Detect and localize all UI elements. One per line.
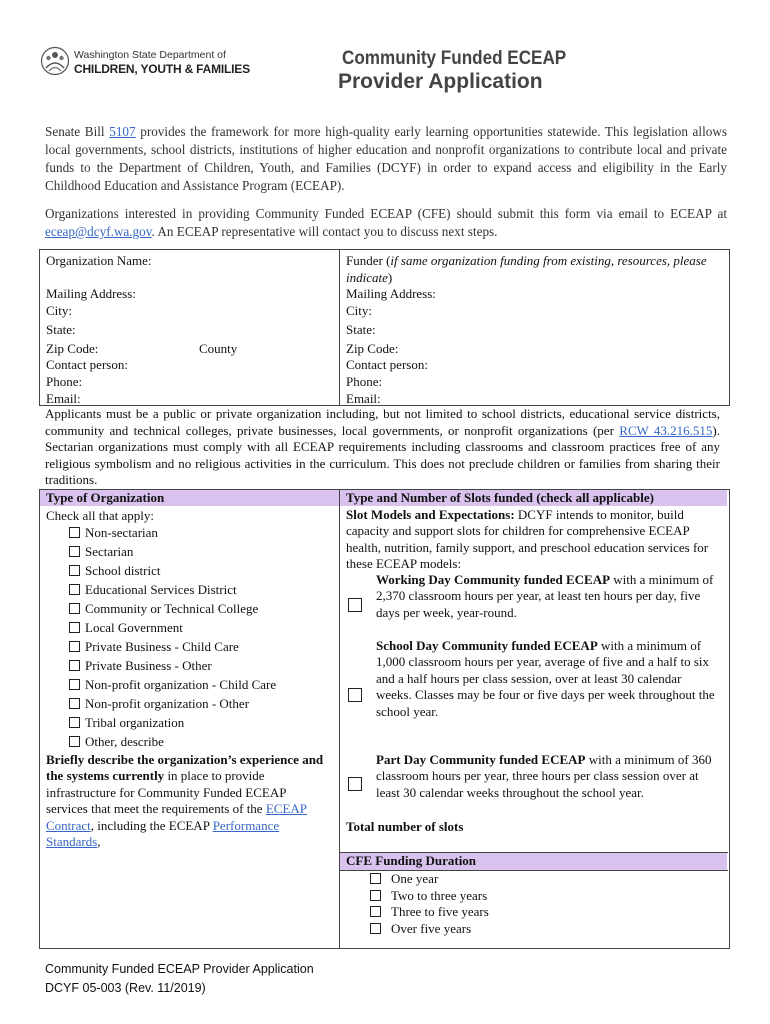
org-county-label: County [199, 341, 238, 356]
checkbox-icon[interactable] [69, 679, 80, 690]
org-email-label: Email: [46, 391, 81, 406]
footer-form-number: DCYF 05-003 (Rev. 11/2019) [45, 981, 206, 995]
checkbox-icon[interactable] [69, 698, 80, 709]
slot-model-part-day: Part Day Community funded ECEAP with a minimum of 360 classroom hours per year, three hours per class session over at least 30 calendar weeks throughout the school year. [376, 752, 712, 800]
checkbox-icon[interactable] [69, 603, 80, 614]
org-type-option-label: Non-sectarian [85, 525, 158, 540]
page-title-line1: Community Funded ECEAP [342, 48, 567, 69]
checkbox-icon[interactable] [69, 565, 80, 576]
org-type-option-label: Other, describe [85, 734, 164, 749]
org-mailing-label: Mailing Address: [46, 286, 136, 301]
checkbox-icon[interactable] [69, 622, 80, 633]
duration-option[interactable] [370, 888, 487, 904]
org-type-option[interactable] [69, 582, 237, 598]
describe-experience-prompt: Briefly describe the organization’s experience and the systems currently in place to provide infrastructure for Community Funded ECEAP services that meet the requirements of the ECEAP Contract, including the ECEAP Performance Standards, [46, 752, 324, 850]
org-type-option[interactable] [69, 696, 249, 712]
org-type-option[interactable] [69, 658, 212, 674]
org-type-option-label: Sectarian [85, 544, 134, 559]
org-city-label: City: [46, 303, 73, 318]
org-type-option-label: School district [85, 563, 161, 578]
applicants-paragraph: Applicants must be a public or private organization including, but not limited to school districts, educational service districts, community and technical colleges, private businesses, local governments, or nonprofit organizations (per RCW 43.216.515). Sectarian organizations must comply with all ECEAP requirements including classrooms and classroom practices free of any religious symbolism and no religious activities in the curriculum. This does not preclude children or families from sharing their traditions. [45, 406, 720, 488]
org-type-option[interactable] [69, 734, 164, 750]
cfe-funding-duration-header: CFE Funding Duration [340, 853, 727, 870]
total-slots-label: Total number of slots [346, 819, 464, 834]
org-type-option[interactable] [69, 544, 133, 560]
checkbox-icon[interactable] [69, 660, 80, 671]
checkbox-icon[interactable] [69, 584, 80, 595]
funder-phone-label: Phone: [346, 374, 383, 389]
org-type-option[interactable] [69, 639, 239, 655]
checkbox-icon[interactable] [69, 641, 80, 652]
working-day-checkbox[interactable] [348, 598, 362, 612]
slot-model-working-day: Working Day Community funded ECEAP with a minimum of 2,370 classroom hours per year, at least ten hours per day, five days per week, year-round. [376, 572, 714, 620]
logo-agency-text: CHILDREN, YOUTH & FAMILIES [74, 62, 250, 76]
org-state-label: State: [46, 322, 76, 337]
org-name-label: Organization Name: [46, 253, 152, 268]
org-type-option[interactable] [69, 525, 158, 541]
intro-paragraph-1: Senate Bill 5107 provides the framework for more high-quality early learning opportunities statewide. This legislation allows local governments, school districts, institutions of higher education and nonprofit organizations to contribute local and private funds to the Department of Children, Youth, and Families (DCYF) in order to expand access and eligibility in the Early Childhood Education and Assistance Program (ECEAP). [45, 124, 727, 193]
org-type-option-label: Local Government [85, 620, 183, 635]
duration-option[interactable] [370, 921, 471, 937]
footer-form-title: Community Funded ECEAP Provider Application [45, 962, 314, 976]
slot-model-school-day: School Day Community funded ECEAP with a minimum of 1,000 classroom hours per year, average of five and a half to six and a half hours per class session, over at least 30 calendar weeks. Classes may be four or five days per week throughout the school year. [376, 638, 715, 719]
duration-option[interactable] [370, 871, 438, 887]
checkbox-icon[interactable] [69, 717, 80, 728]
part-day-checkbox[interactable] [348, 777, 362, 791]
org-type-option[interactable] [69, 563, 160, 579]
duration-option[interactable] [370, 904, 489, 920]
duration-option-label: Over five years [391, 920, 472, 936]
funder-contact-label: Contact person: [346, 357, 428, 372]
checkbox-icon[interactable] [370, 890, 381, 901]
type-of-organization-header: Type of Organization [40, 490, 339, 506]
duration-option-label: Two to three years [391, 887, 488, 903]
org-type-option[interactable] [69, 677, 276, 693]
eceap-email-link[interactable]: eceap@dcyf.wa.gov [45, 224, 152, 239]
intro-paragraph-2: Organizations interested in providing Community Funded ECEAP (CFE) should submit this form via email to ECEAP at eceap@dcyf.wa.gov. An ECEAP representative will contact you to discuss next steps. [45, 206, 727, 239]
org-type-option[interactable] [69, 715, 184, 731]
org-phone-label: Phone: [46, 374, 83, 389]
eceap-contract-link[interactable]: ECEAP Contract [46, 801, 308, 833]
checkbox-icon[interactable] [370, 906, 381, 917]
funder-zip-label: Zip Code: [346, 341, 399, 356]
dcyf-logo-icon [40, 46, 70, 76]
org-type-option[interactable] [69, 620, 183, 636]
funder-state-label: State: [346, 322, 376, 337]
dcyf-logo [40, 44, 250, 84]
logo-department-text: Washington State Department of [74, 49, 226, 61]
funder-city-label: City: [346, 303, 373, 318]
rcw-link[interactable]: RCW 43.216.515 [619, 422, 713, 438]
duration-option-label: Three to five years [391, 904, 489, 919]
org-type-option-label: Non-profit organization - Other [85, 696, 250, 711]
senate-bill-link[interactable]: 5107 [109, 124, 136, 139]
page-title-line2: Provider Application [338, 70, 543, 93]
org-contact-label: Contact person: [46, 357, 128, 372]
checkbox-icon[interactable] [370, 923, 381, 934]
org-type-option-label: Community or Technical College [85, 601, 259, 616]
org-type-option-label: Tribal organization [85, 715, 185, 730]
checkbox-icon[interactable] [370, 873, 381, 884]
checkbox-icon[interactable] [69, 546, 80, 557]
checkbox-icon[interactable] [69, 527, 80, 538]
bottom-table-divider [339, 489, 340, 948]
table-divider [339, 249, 340, 405]
funder-mailing-label: Mailing Address: [346, 286, 436, 301]
school-day-checkbox[interactable] [348, 688, 362, 702]
funder-email-label: Email: [346, 391, 381, 406]
check-all-label: Check all that apply: [46, 508, 154, 523]
funder-label: Funder (if same organization funding from existing, resources, please indicate) [346, 253, 707, 285]
checkbox-icon[interactable] [69, 736, 80, 747]
org-type-option-label: Private Business - Child Care [85, 639, 239, 654]
slot-models-intro: Slot Models and Expectations: DCYF intends to monitor, build capacity and support slots for children for comprehensive ECEAP health, nutrition, family support, and preschool education services for these ECEAP models: [346, 507, 709, 572]
org-type-option-label: Private Business - Other [85, 658, 212, 673]
org-type-option-label: Non-profit organization - Child Care [85, 677, 277, 692]
slots-header: Type and Number of Slots funded (check all applicable) [340, 490, 727, 506]
org-zip-label: Zip Code: [46, 341, 99, 356]
performance-standards-link[interactable]: Performance Standards [46, 817, 280, 850]
org-type-option-label: Educational Services District [85, 582, 237, 597]
duration-option-label: One year [391, 871, 439, 886]
org-type-option[interactable] [69, 601, 258, 617]
